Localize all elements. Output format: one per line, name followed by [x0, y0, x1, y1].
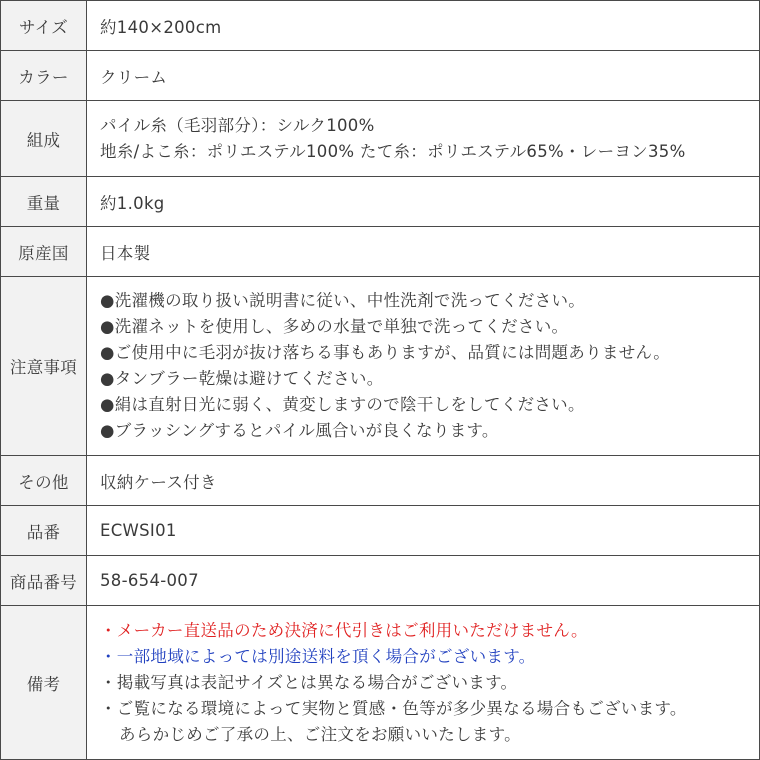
- notes-label: 注意事項: [1, 277, 87, 455]
- origin-value: 日本製: [100, 243, 151, 263]
- product-no-label: 商品番号: [1, 556, 87, 605]
- composition-line: パイル糸（毛羽部分）：シルク100%: [100, 115, 375, 135]
- notes-value: [87, 277, 759, 455]
- composition-value: [87, 101, 759, 176]
- weight-label: 重量: [1, 177, 87, 226]
- remarks-label: 備考: [1, 606, 87, 759]
- remark-line-shipping: ・一部地域によっては別途送料を頂く場合がございます。: [100, 646, 536, 666]
- spec-row-composition: [1, 101, 759, 177]
- size-label: サイズ: [1, 1, 87, 50]
- spec-row-notes: [1, 277, 759, 456]
- spec-row-remarks: [1, 606, 759, 759]
- note-line: ●絹は直射日光に弱く、黄変しますので陰干しをしてください。: [100, 395, 585, 414]
- part-no-label: 品番: [1, 506, 87, 555]
- part-no-value: ECWSI01: [100, 521, 177, 540]
- spec-row-weight: [1, 177, 759, 227]
- note-line: ●タンブラー乾燥は避けてください。: [100, 369, 384, 388]
- note-line: ●ブラッシングするとパイル風合いが良くなります。: [100, 421, 499, 440]
- size-value: 約140×200cm: [100, 17, 222, 37]
- remark-line: あらかじめご了承の上、ご注文をお願いいたします。: [119, 724, 521, 744]
- spec-row-color: [1, 51, 759, 101]
- spec-row-other: [1, 456, 759, 506]
- remark-line: ・掲載写真は表記サイズとは異なる場合がございます。: [100, 672, 518, 692]
- other-label: その他: [1, 456, 87, 505]
- other-value: 収納ケース付き: [100, 472, 217, 492]
- remark-line: ・ご覧になる環境によって実物と質感・色等が多少異なる場合もございます。: [100, 698, 687, 718]
- remarks-value: [87, 606, 759, 759]
- spec-row-product-no: [1, 556, 759, 606]
- spec-row-part-no: [1, 506, 759, 556]
- product-no-value: 58-654-007: [100, 571, 199, 590]
- origin-label: 原産国: [1, 227, 87, 276]
- spec-row-origin: [1, 227, 759, 277]
- note-line: ●洗濯ネットを使用し、多めの水量で単独で洗ってください。: [100, 317, 569, 336]
- note-line: ●洗濯機の取り扱い説明書に従い、中性洗剤で洗ってください。: [100, 291, 586, 310]
- composition-line: 地糸/よこ糸：ポリエステル100% たて糸：ポリエステル65%・レーヨン35%: [100, 141, 686, 161]
- color-value: クリーム: [100, 67, 168, 87]
- composition-label: 組成: [1, 101, 87, 176]
- spec-row-size: [1, 1, 759, 51]
- weight-value: 約1.0kg: [100, 193, 165, 213]
- remark-line-warning: ・メーカー直送品のため決済に代引きはご利用いただけません。: [100, 620, 588, 640]
- note-line: ●ご使用中に毛羽が抜け落ちる事もありますが、品質には問題ありません。: [100, 343, 671, 362]
- color-label: カラー: [1, 51, 87, 100]
